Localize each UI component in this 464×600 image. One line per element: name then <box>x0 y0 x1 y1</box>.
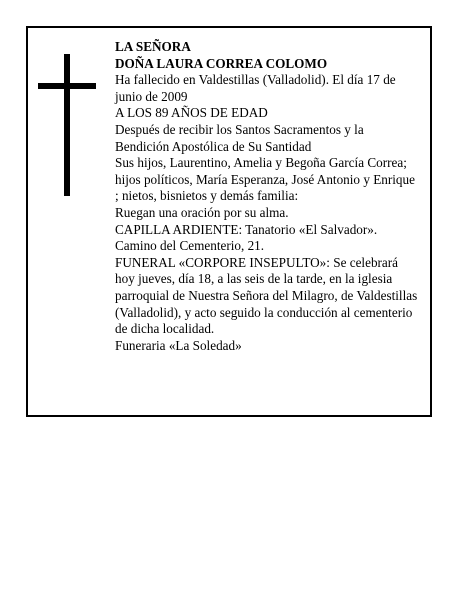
sacraments-line: Después de recibir los Santos Sacramentos y la Bendición Apostólica de Su Santidad <box>115 121 364 154</box>
funeral-home: Funeraria «La Soledad» <box>115 337 242 353</box>
deceased-name: DOÑA LAURA CORREA COLOMO <box>115 55 328 71</box>
family-line: Sus hijos, Laurentino, Amelia y Begoña García Correa; hijos políticos, María Esperanza, José Antonio y Enrique ; nietos, bisnietos y demás familia: <box>115 155 415 204</box>
notice-title: LA SEÑORA <box>115 39 191 54</box>
obituary-text <box>115 39 420 354</box>
funeral-info: FUNERAL «CORPORE INSEPULTO»: Se celebrará hoy jueves, día 18, a las seis de la tarde, en la iglesia parroquial de Nuestra Señora del Milagro, de Valdestillas (Valladolid), y acto seguido la conducción al cementerio de dicha localidad. <box>115 254 418 337</box>
cross-horizontal-bar <box>38 83 96 89</box>
age-line: A LOS 89 AÑOS DE EDAD <box>115 105 268 121</box>
death-info: Ha fallecido en Valdestillas (Valladolid). El día 17 de junio de 2009 <box>115 72 396 104</box>
cross-vertical-bar <box>64 54 70 196</box>
prayer-request: Ruegan una oración por su alma. <box>115 204 289 220</box>
chapel-info: CAPILLA ARDIENTE: Tanatorio «El Salvador». Camino del Cementerio, 21. <box>115 221 378 254</box>
